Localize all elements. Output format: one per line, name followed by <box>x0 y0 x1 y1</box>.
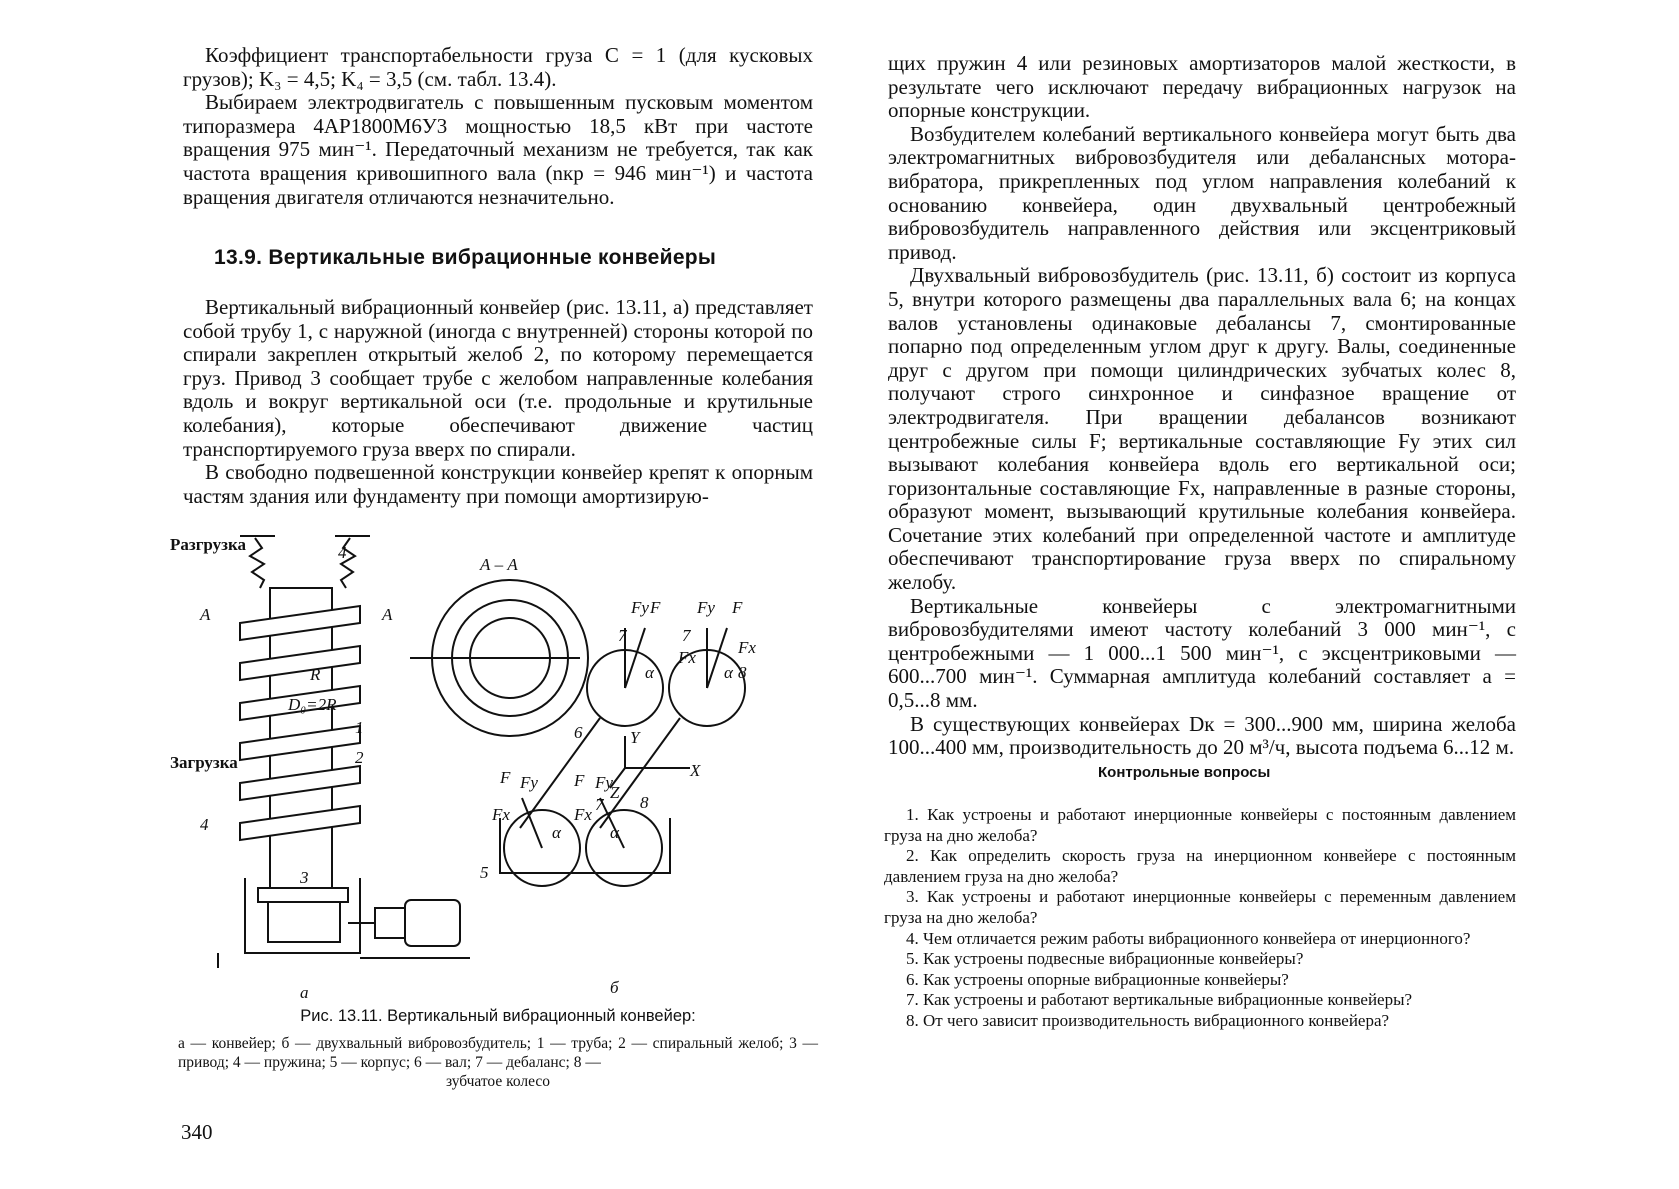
question-item: 8. От чего зависит производительность вибрационного конвейера? <box>906 1010 1390 1030</box>
label-7b: 7 <box>682 626 691 645</box>
paragraph: Вертикальный вибрационный конвейер (рис. 13.11, а) представляет собой трубу 1, с наружной (иногда с внутренней) стороны которой по спирали закреплен открытый желоб 2, по которому перемещается груз. Привод 3 сообщает трубе с желобом направленные колебания вдоль и вокруг вертикальной оси (т.е. продольные и крутильные колебания), которые обеспечивают движение частиц транспортируемого груза вверх по спирали. <box>183 295 813 461</box>
paragraph: Возбудителем колебаний вертикального конвейера могут быть два электромагнитных вибровозбудителя или дебалансных мотора-вибратора, прикрепленных под углом направления колебаний к основанию конвейера, один двухвальный центробежный вибровозбудитель направленного действия или эксцентриковый привод. <box>888 121 1516 264</box>
label-alpha-2: α <box>724 663 733 682</box>
label-fy-4: Fy <box>595 773 613 792</box>
label-a-left: А <box>200 605 211 624</box>
question-item: 3. Как устроены и работают инерционные конвейеры с переменным давлением груза на дно желоба? <box>884 887 1516 927</box>
question-item: 2. Как определить скорость груза на инерционном конвейере с постоянным давлением груза на дно желоба? <box>884 846 1516 886</box>
label-section: А – А <box>480 555 518 574</box>
label-unload: Разгрузка <box>170 535 247 554</box>
label-7c: 7 <box>595 795 604 814</box>
question-item: 1. Как устроены и работают инерционные конвейеры с постоянным давлением груза на дно желоба? <box>884 805 1516 845</box>
page-number: 340 <box>181 1120 213 1144</box>
label-fy-1: Fy <box>631 598 649 617</box>
label-6: 6 <box>574 723 583 742</box>
label-d: D₀=2R <box>288 695 337 714</box>
caption-text-end: зубчатое колесо <box>445 1073 551 1090</box>
label-fx-4: Fx <box>574 805 592 824</box>
label-f-4: F <box>574 771 585 790</box>
paragraph: Двухвальный вибровозбудитель (рис. 13.11, б) состоит из корпуса 5, внутри которого размещены два параллельных вала 6; на концах валов установлены одинаковые дебалансы 7, смонтированные попарно под определенным углом друг к другу. Валы, соединенные друг с другом при помощи цилиндрических зубчатых колес 8, получают строго синхронное и синфазное вращение от электродвигателя. При вращении дебалансов возникают центробежные силы F; вертикальные составляющие Fy этих сил вызывают колебания конвейера вдоль его вертикальной оси; горизонтальные составляющие Fx, направленные в разные стороны, образуют момент, вызывающий крутильные колебания конвейера. Сочетание этих колебаний при определенной частоте и амплитуде обеспечивают транспортирование груза вверх по спиральному желобу. <box>888 263 1516 595</box>
subfig-b: б <box>610 978 619 997</box>
label-y: Y <box>630 728 640 747</box>
left-column-top <box>183 44 813 209</box>
label-load: Загрузка <box>170 753 238 772</box>
label-5: 5 <box>480 863 489 882</box>
questions-list <box>884 805 1516 1032</box>
label-z: Z <box>610 783 620 802</box>
label-fx-1: Fx <box>678 648 696 667</box>
paragraph: Коэффициент транспортабельности груза C = 1 (для кусковых грузов); K₃ = 4,5; K₄ = 3,5 (см. табл. 13.4). <box>183 43 813 91</box>
label-f-2: F <box>732 598 743 617</box>
paragraph: В существующих конвейерах Dк = 300...900 мм, ширина желоба 100...400 мм, производительность до 20 м³/ч, высота подъема 6...12 м. <box>888 711 1516 760</box>
question-item: 7. Как устроены и работают вертикальные вибрационные конвейеры? <box>906 990 1413 1010</box>
figure-13-11 <box>170 528 820 1003</box>
figure-caption <box>178 1006 818 1092</box>
label-2: 2 <box>355 748 364 767</box>
label-fx-3: Fx <box>492 805 510 824</box>
paragraph: Вертикальные конвейеры с электромагнитными вибровозбудителями имеют частоту колебаний 3 000 мин⁻¹, с центробежными — 1 000...1 500 мин⁻¹, с эксцентриковыми — 600...700 мин⁻¹. Суммарная амплитуда колебаний составляет a = 0,5...8 мм. <box>888 593 1516 713</box>
left-column-body <box>183 296 813 508</box>
caption-text: а — конвейер; б — двухвальный вибровозбудитель; 1 — труба; 2 — спиральный желоб; 3 — привод; 4 — пружина; 5 — корпус; 6 — вал; 7 — дебаланс; 8 — <box>178 1035 818 1071</box>
label-4-bottom: 4 <box>200 815 209 834</box>
label-1: 1 <box>355 718 364 737</box>
label-alpha-3: α <box>552 823 561 842</box>
label-fy-2: Fy <box>697 598 715 617</box>
paragraph: В свободно подвешенной конструкции конвейер крепят к опорным частям здания или фундаменту при помощи амортизирую- <box>183 460 813 508</box>
label-alpha-4: α <box>610 823 619 842</box>
label-7a: 7 <box>618 626 627 645</box>
subfig-a: а <box>300 983 309 998</box>
label-fx-2: Fx <box>738 638 756 657</box>
label-x: X <box>690 761 701 780</box>
right-column <box>888 52 1516 760</box>
label-fy-3: Fy <box>520 773 538 792</box>
label-alpha-1: α <box>645 663 654 682</box>
label-8b: 8 <box>640 793 649 812</box>
label-4-top: 4 <box>338 543 347 562</box>
question-item: 5. Как устроены подвесные вибрационные конвейеры? <box>906 949 1304 969</box>
paragraph: щих пружин 4 или резиновых амортизаторов малой жесткости, в результате чего исключают передачу вибрационных нагрузок на опорные конструкции. <box>888 51 1516 123</box>
section-heading: 13.9. Вертикальные вибрационные конвейеры <box>214 246 717 269</box>
label-8a: 8 <box>738 663 747 682</box>
label-f-1: F <box>650 598 661 617</box>
question-item: 6. Как устроены опорные вибрационные конвейеры? <box>906 969 1289 989</box>
conveyor-diagram <box>170 528 820 998</box>
paragraph: Выбираем электродвигатель с повышенным пусковым моментом типоразмера 4АР1800М6У3 мощностью 18,5 кВт при частоте вращения 975 мин⁻¹. Передаточный механизм не требуется, так как частота вращения кривошипного вала (nкр = 946 мин⁻¹) и частота вращения двигателя отличаются незначительно. <box>183 90 813 209</box>
caption-title: Рис. 13.11. Вертикальный вибрационный конвейер: <box>300 1007 696 1025</box>
label-a-right: А <box>382 605 393 624</box>
spring-left <box>250 538 264 588</box>
questions-heading: Контрольные вопросы <box>1098 764 1271 781</box>
label-3: 3 <box>300 868 309 887</box>
label-f-3: F <box>500 768 511 787</box>
label-r: R <box>310 665 321 684</box>
question-item: 4. Чем отличается режим работы вибрационного конвейера от инерционного? <box>906 928 1471 948</box>
